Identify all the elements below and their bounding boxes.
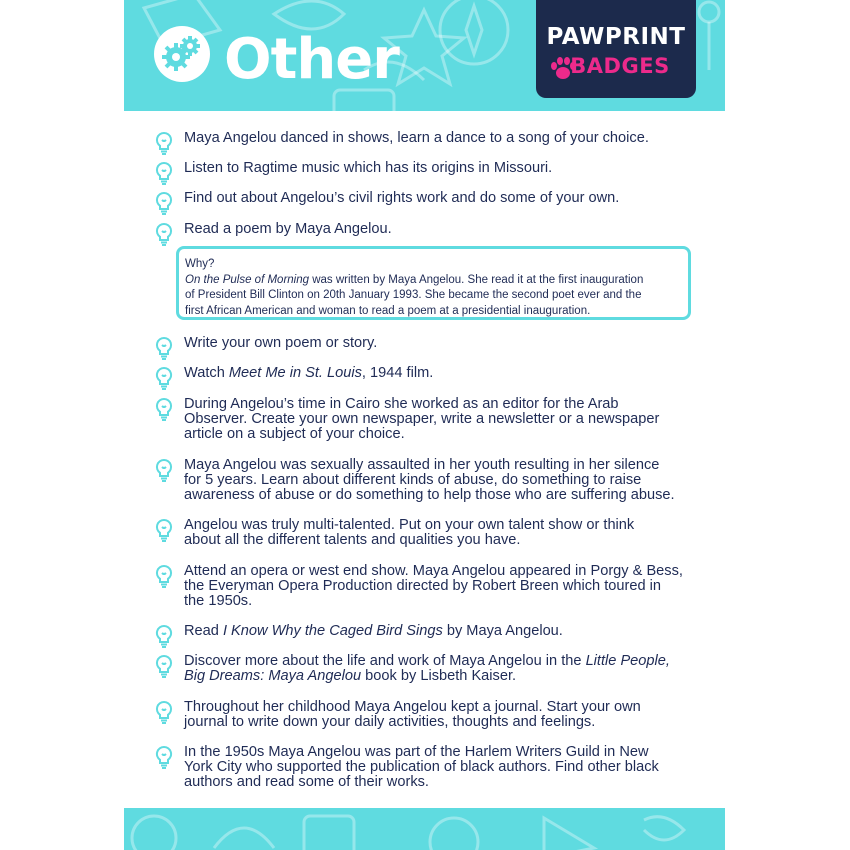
list-item-line: York City who supported the publication of black authors. Find other black bbox=[184, 759, 659, 776]
lightbulb-icon bbox=[154, 397, 174, 421]
book-title: Little People, bbox=[585, 653, 670, 669]
list-item-text bbox=[184, 518, 699, 548]
list-item-text bbox=[184, 745, 699, 791]
list-item-line: Listen to Ragtime music which has its origins in Missouri. bbox=[184, 160, 553, 176]
list-item-text bbox=[184, 700, 699, 730]
why-callout bbox=[176, 246, 691, 320]
lightbulb-icon bbox=[154, 518, 174, 542]
list-item-line: Throughout her childhood Maya Angelou kept a journal. Start your own bbox=[184, 699, 641, 715]
list-item-line: the 1950s. bbox=[184, 593, 253, 610]
lightbulb-icon bbox=[154, 366, 174, 390]
lightbulb-icon bbox=[154, 654, 174, 678]
work-title: I Know Why the Caged Bird Sings bbox=[222, 623, 443, 639]
list-item-line: awareness of abuse or do something to help those who are suffering abuse. bbox=[184, 487, 675, 504]
lightbulb-icon bbox=[154, 336, 174, 360]
brand-logo bbox=[536, 0, 696, 98]
footer-doodle-pattern bbox=[124, 808, 725, 850]
list-item-text-part: Watch bbox=[184, 365, 229, 381]
lightbulb-icon bbox=[154, 191, 174, 215]
list-item-line: the Everyman Opera Production directed by Robert Breen which toured in bbox=[184, 578, 661, 595]
list-item-text bbox=[184, 564, 699, 610]
list-item-text bbox=[184, 397, 699, 443]
lightbulb-icon bbox=[154, 624, 174, 648]
list-item-text-part: Read bbox=[184, 623, 223, 639]
lightbulb-icon bbox=[154, 700, 174, 724]
list-item-line: article on a subject of your choice. bbox=[184, 426, 405, 443]
list-item-text-part: book by Lisbeth Kaiser. bbox=[361, 668, 517, 685]
list-item-line: Observer. Create your own newspaper, write a newsletter or a newspaper bbox=[184, 411, 660, 428]
list-item-text-part: Discover more about the life and work of Maya Angelou in the bbox=[184, 653, 586, 669]
list-item-text bbox=[184, 366, 699, 381]
why-line-2: of President Bill Clinton on 20th January 1993. She became the second poet ever and the bbox=[185, 289, 642, 301]
why-heading: Why? bbox=[185, 258, 215, 270]
list-item-line: Angelou was truly multi-talented. Put on your own talent show or think bbox=[184, 517, 635, 533]
list-item-text bbox=[184, 654, 699, 684]
list-item-line: During Angelou’s time in Cairo she worked as an editor for the Arab bbox=[184, 396, 619, 412]
list-item-text bbox=[184, 191, 699, 206]
list-item-line: authors and read some of their works. bbox=[184, 774, 429, 791]
gears-icon bbox=[154, 26, 210, 82]
lightbulb-icon bbox=[154, 564, 174, 588]
lightbulb-icon bbox=[154, 222, 174, 246]
lightbulb-icon bbox=[154, 131, 174, 155]
list-item-line: Attend an opera or west end show. Maya Angelou appeared in Porgy & Bess, bbox=[184, 563, 683, 579]
list-item-line: Maya Angelou was sexually assaulted in her youth resulting in her silence bbox=[184, 457, 660, 473]
header-banner bbox=[124, 0, 725, 111]
list-item-text-part: by Maya Angelou. bbox=[442, 623, 563, 639]
page-title: Other bbox=[224, 27, 399, 92]
list-item-text bbox=[184, 222, 699, 237]
why-line-3: first African American and woman to read a poem at a presidential inauguration. bbox=[185, 304, 591, 317]
list-item-text-part: , 1944 film. bbox=[361, 365, 434, 381]
activity-sheet bbox=[124, 0, 725, 850]
brand-name-bottom: BADGES bbox=[570, 54, 670, 78]
why-poem-title: On the Pulse of Morning bbox=[185, 273, 310, 286]
list-item-line: about all the different talents and qualities you have. bbox=[184, 532, 521, 549]
list-item-line bbox=[184, 624, 699, 639]
why-line-1-text: was written by Maya Angelou. She read it at the first inauguration bbox=[309, 273, 644, 286]
list-item-text bbox=[184, 131, 699, 146]
work-title: Meet Me in St. Louis bbox=[228, 365, 362, 381]
list-item-line: Find out about Angelou’s civil rights work and do some of your own. bbox=[184, 190, 620, 206]
list-item-text bbox=[184, 624, 699, 639]
list-item-line: journal to write down your daily activities, thoughts and feelings. bbox=[184, 714, 596, 731]
list-item-text bbox=[184, 161, 699, 176]
lightbulb-icon bbox=[154, 458, 174, 482]
list-item-line bbox=[184, 654, 699, 669]
list-item-line: Maya Angelou danced in shows, learn a dance to a song of your choice. bbox=[184, 130, 649, 146]
list-item-line: for 5 years. Learn about different kinds of abuse, do something to raise bbox=[184, 472, 642, 489]
list-item-line: In the 1950s Maya Angelou was part of the Harlem Writers Guild in New bbox=[184, 744, 649, 760]
why-line-1 bbox=[185, 273, 688, 289]
list-item-line bbox=[184, 669, 699, 684]
list-item-line: Read a poem by Maya Angelou. bbox=[184, 221, 392, 237]
lightbulb-icon bbox=[154, 745, 174, 769]
book-title: Big Dreams: Maya Angelou bbox=[184, 668, 362, 685]
brand-name-top: PAWPRINT bbox=[546, 24, 686, 50]
list-item-line bbox=[184, 366, 699, 381]
lightbulb-icon bbox=[154, 161, 174, 185]
list-item-text bbox=[184, 458, 699, 504]
footer-banner bbox=[124, 808, 725, 850]
list-item-text bbox=[184, 336, 699, 351]
list-item-line: Write your own poem or story. bbox=[184, 335, 378, 351]
